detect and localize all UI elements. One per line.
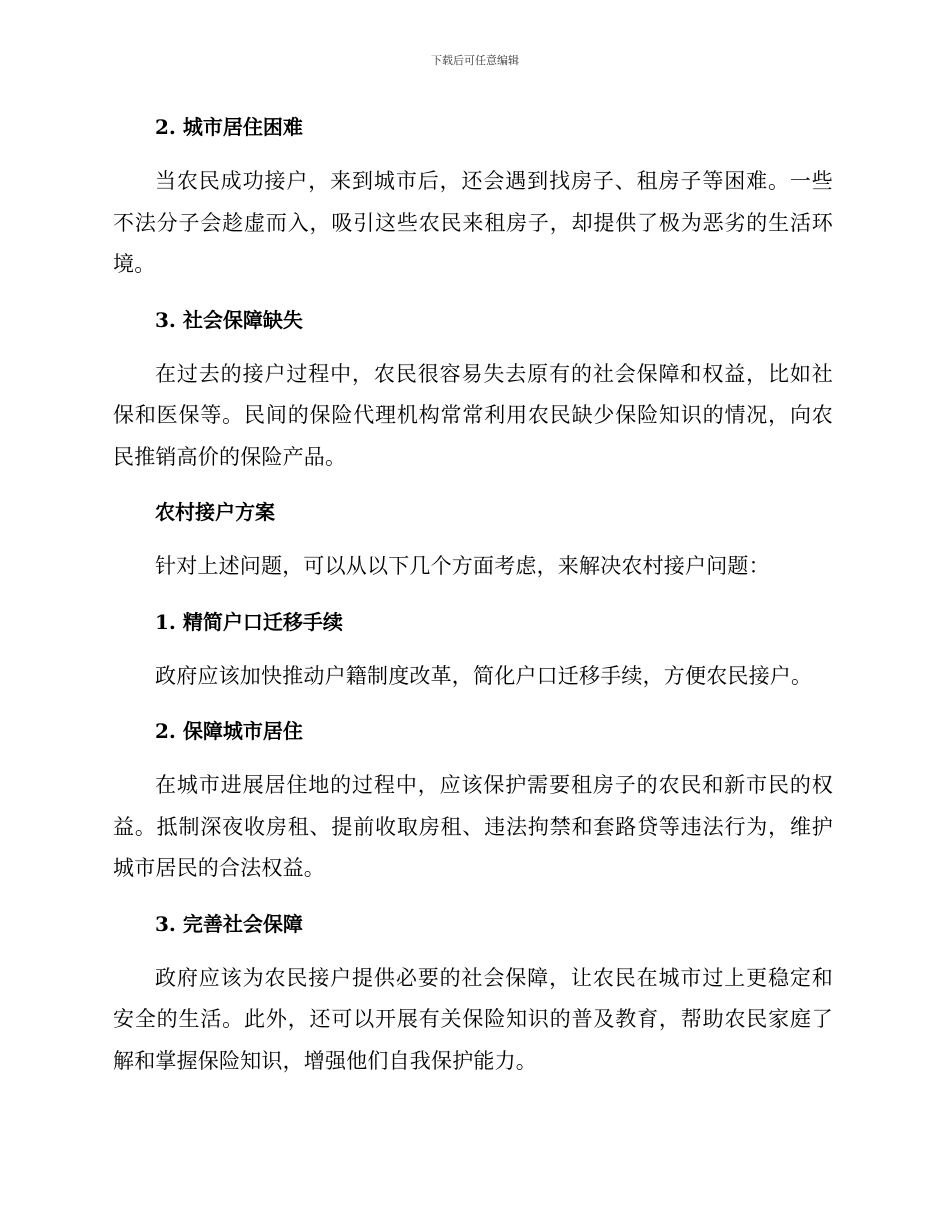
section-heading-housing: 2. 城市居住困难: [155, 115, 303, 139]
section-paragraph-plan: 针对上述问题，可以从以下几个方面考虑，来解决农村接户问题：: [155, 554, 770, 578]
section-heading-improve-security: 3. 完善社会保障: [155, 911, 303, 936]
section-paragraph-urban-housing: 在城市进展居住地的过程中，应该保护需要租房子的农民和新市民的权益。抵制深夜收房租、提前收取房租、违法拘禁和套路贷等违法行为，维护城市居民的合法权益。: [113, 773, 833, 880]
section-heading-simplify-hukou: 1. 精简户口迁移手续: [155, 609, 343, 634]
section-paragraph-housing: 当农民成功接户，来到城市后，还会遇到找房子、租房子等困难。一些不法分子会趁虚而入，吸引这些农民来租房子，却提供了极为恶劣的生活环境。: [113, 169, 833, 276]
document-body: [113, 107, 833, 1082]
section-heading-social-security: 3. 社会保障缺失: [155, 307, 303, 332]
section-paragraph-simplify-hukou: 政府应该加快推动户籍制度改革，简化户口迁移手续，方便农民接户。: [155, 663, 813, 688]
section-paragraph-social-security: 在过去的接户过程中，农民很容易失去原有的社会保障和权益，比如社保和医保等。民间的保险代理机构常常利用农民缺少保险知识的情况，向农民推销高价的保险产品。: [113, 361, 833, 469]
section-heading-urban-housing: 2. 保障城市居住: [155, 719, 303, 743]
page-header: 下载后可任意编辑: [431, 54, 519, 67]
section-paragraph-improve-security: 政府应该为农民接户提供必要的社会保障，让农民在城市过上更稳定和安全的生活。此外，还可以开展有关保险知识的普及教育，帮助农民家庭了解和掌握保险知识，增强他们自我保护能力。: [113, 965, 833, 1073]
section-heading-plan: 农村接户方案: [155, 500, 275, 524]
